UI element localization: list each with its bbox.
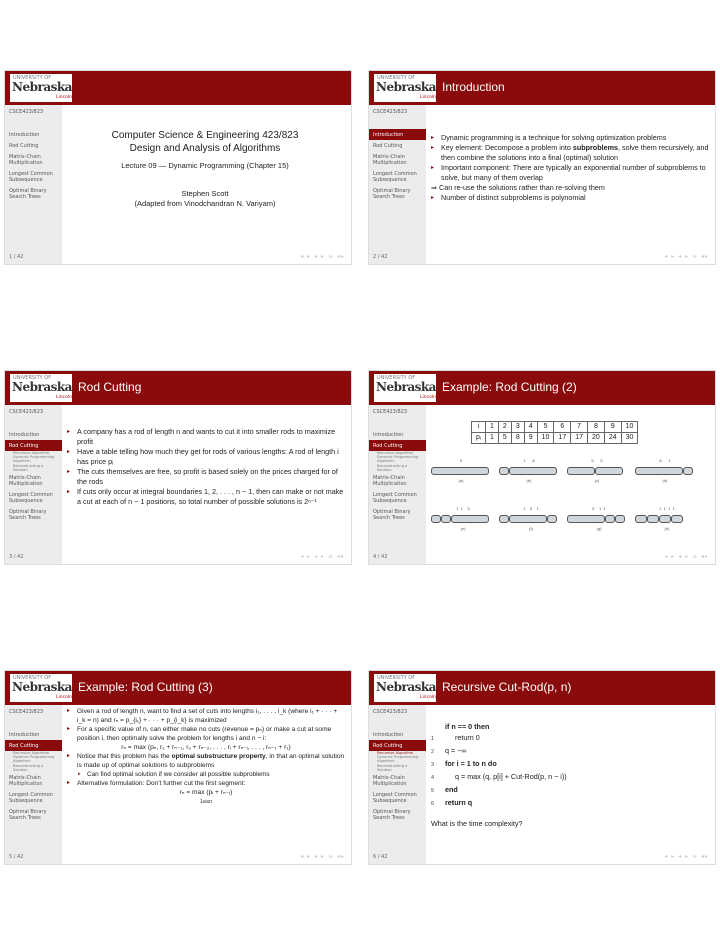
unl-logo: UNIVERSITY OF Nebraska Lincoln	[376, 375, 436, 400]
sidebar	[5, 105, 62, 264]
beamer-nav-icons[interactable]: ◂ ▸ ◂ ▸ ≡ ◂▸	[664, 553, 709, 560]
beamer-nav-icons[interactable]: ◂ ▸ ◂ ▸ ≡ ◂▸	[300, 553, 345, 560]
sidebar-item-lcs[interactable]: Longest Common Subsequence	[9, 792, 53, 805]
sidebar-item-introduction[interactable]: Introduction	[9, 732, 40, 738]
sidebar-item-lcs[interactable]: Longest Common Subsequence	[9, 492, 53, 505]
slide-1	[4, 70, 352, 265]
sidebar-item-rod-cutting[interactable]: Rod Cutting	[5, 440, 62, 451]
bullet: ▸ Have a table telling how much they get for rods of various lengths: A rod of length i has price pᵢ	[67, 447, 345, 467]
sidebar-item-matrix-chain[interactable]: Matrix-Chain Multiplication	[373, 475, 407, 488]
sidebar-item-introduction[interactable]: Introduction	[373, 732, 404, 738]
beamer-nav-icons[interactable]: ◂ ▸ ◂ ▸ ≡ ◂▸	[664, 853, 709, 860]
bullet: ▸ A company has a rod of length n and wants to cut it into smaller rods to maximize profit	[67, 427, 345, 447]
unl-logo: UNIVERSITY OF Nebraska Lincoln	[376, 75, 436, 100]
page-number: 6 / 42	[373, 854, 388, 860]
sidebar-item-introduction[interactable]: Introduction	[369, 129, 426, 140]
author: Stephen Scott	[181, 189, 229, 198]
lecture-title: Lecture 09 — Dynamic Programming (Chapter 15)	[121, 161, 289, 170]
sidebar: CSCE423/823 Introduction Rod Cutting Recursive Algorithm Dynamic Programming Algorithm Reconstructing a Solution Matrix-Chain Multiplication Longest Common Subsequence Optimal Binary Search Trees 5 / 42	[5, 705, 62, 864]
sidebar-course: CSCE423/823	[9, 109, 44, 115]
question: What is the time complexity?	[431, 819, 523, 828]
unl-logo: UNIVERSITY OF Nebraska Lincoln	[12, 675, 72, 700]
page-number: 5 / 42	[9, 854, 24, 860]
bullet: ▸ Number of distinct subproblems is polynomial	[431, 193, 709, 203]
slide-title: Example: Rod Cutting (2)	[442, 380, 577, 394]
bullet: ▸ Dynamic programming is a technique for solving optimization problems	[431, 133, 709, 143]
sidebar: CSCE423/823 Introduction Rod Cutting Recursive Algorithm Dynamic Programming Algorithm Reconstructing a Solution Matrix-Chain Multiplication Longest Common Subsequence Optimal Binary Search Trees 6 / 42	[369, 705, 426, 864]
sidebar-item-obst[interactable]: Optimal Binary Search Trees	[373, 188, 411, 200]
slide-header	[5, 671, 351, 705]
slide-2	[368, 70, 716, 265]
rod-piece	[431, 467, 489, 475]
sidebar-item-matrix-chain[interactable]: Matrix-Chain Multiplication	[373, 154, 407, 166]
recurrence-eq: rₙ = max (pₙ, r₁ + rₙ₋₁, r₂ + rₙ₋₂, . . . , rᵢ + rₙ₋ᵢ, . . . , rₙ₋₁ + r₁)	[121, 744, 291, 751]
sidebar-item-rod-cutting[interactable]: Rod Cutting	[373, 143, 403, 149]
course-title-2: Design and Analysis of Algorithms	[129, 143, 281, 154]
slide-3	[4, 370, 352, 565]
sidebar-item-rod-cutting[interactable]: Rod Cutting	[9, 143, 39, 149]
slide-header	[5, 71, 351, 105]
bullet: ▸ Important component: There are typically an exponential number of subproblems to solve, but many of them overlap	[431, 163, 709, 183]
sub-bullet: ▸ Can find optimal solution if we consider all possible subproblems	[67, 770, 345, 779]
course-title-1: Computer Science & Engineering 423/823	[111, 130, 299, 141]
sidebar-item-introduction[interactable]: Introduction	[9, 432, 40, 438]
bullet: ▸ Key element: Decompose a problem into subproblems, solve them recursively, and then combine the solutions into a final (optimal) solution	[431, 143, 709, 163]
sidebar-item-introduction[interactable]: Introduction	[9, 132, 40, 138]
slide-header	[5, 371, 351, 405]
rod-cut-figure: 9 (a) 1 8 (b) 5 5 (c) 8 1 (d) 1 1 5 (e) 1 5 1 (f) 5 1 1 (g) 1 1 1 1 (h)	[431, 456, 709, 556]
page-number: 4 / 42	[373, 554, 388, 560]
sidebar-item-obst[interactable]: Optimal Binary Search Trees	[373, 509, 411, 522]
slide-4	[368, 370, 716, 565]
page-number: 3 / 42	[9, 554, 24, 560]
implication: ⇒ Can re-use the solutions rather than re-solving them	[431, 183, 605, 192]
page-number: 1 / 42	[9, 254, 24, 260]
bullet: ▸ For a specific value of n, can either make no cuts (revenue = pₙ) or make a cut at some position i, then optimally solve the problem for lengths i and n − i:	[67, 725, 345, 743]
sidebar-item-matrix-chain[interactable]: Matrix-Chain Multiplication	[9, 775, 43, 788]
sidebar-item-lcs[interactable]: Longest Common Subsequence	[373, 792, 417, 805]
bullet: ▸ If cuts only occur at integral boundaries 1, 2, . . . , n − 1, then can make or not make a cut at each of n − 1 positions, so total number of possible solutions is 2ⁿ⁻¹	[67, 487, 345, 507]
slide-title: Example: Rod Cutting (3)	[78, 680, 213, 694]
unl-logo: UNIVERSITY OF Nebraska Lincoln	[12, 375, 72, 400]
unl-logo: UNIVERSITY OF Nebraska Lincoln	[12, 75, 72, 100]
sidebar: CSCE423/823 Introduction Rod Cutting Recursive Algorithm Dynamic Programming Algorithm Reconstructing a Solution Matrix-Chain Multiplication Longest Common Subsequence Optimal Binary Search Trees 3 / 42	[5, 405, 62, 564]
sidebar-item-matrix-chain[interactable]: Matrix-Chain Multiplication	[9, 475, 43, 488]
slide-title: Introduction	[442, 80, 505, 94]
sidebar-item-matrix-chain[interactable]: Matrix-Chain Multiplication	[9, 154, 43, 166]
sidebar-item-lcs[interactable]: Longest Common Subsequence	[373, 171, 417, 183]
price-table: i 1 2 3 4 5 6 7 8 9 10 pᵢ 1 5 8 9 10 17 17 20 24 30	[471, 421, 638, 444]
slide-title: Recursive Cut-Rod(p, n)	[442, 680, 572, 694]
slide-header	[369, 371, 715, 405]
sidebar-item-obst[interactable]: Optimal Binary Search Trees	[9, 509, 47, 522]
beamer-nav-icons[interactable]: ◂ ▸ ◂ ▸ ≡ ◂▸	[300, 253, 345, 260]
beamer-nav-icons[interactable]: ◂ ▸ ◂ ▸ ≡ ◂▸	[300, 853, 345, 860]
sidebar-item-rod-cutting[interactable]: Rod Cutting	[369, 740, 426, 751]
sidebar-item-lcs[interactable]: Longest Common Subsequence	[9, 171, 53, 183]
alt-recurrence-eq: rₙ = max (pᵢ + rₙ₋ᵢ) 1≤i≤n	[179, 789, 233, 805]
page-number: 2 / 42	[373, 254, 388, 260]
slide-5	[4, 670, 352, 865]
sidebar-item-introduction[interactable]: Introduction	[373, 432, 404, 438]
sidebar-item-rod-cutting[interactable]: Rod Cutting	[369, 440, 426, 451]
slide-header	[369, 71, 715, 105]
sidebar-item-obst[interactable]: Optimal Binary Search Trees	[9, 809, 47, 822]
sidebar-item-obst[interactable]: Optimal Binary Search Trees	[373, 809, 411, 822]
beamer-nav-icons[interactable]: ◂ ▸ ◂ ▸ ≡ ◂▸	[664, 253, 709, 260]
slide-header	[369, 671, 715, 705]
sidebar-item-rod-cutting[interactable]: Rod Cutting	[5, 740, 62, 751]
sidebar-item-lcs[interactable]: Longest Common Subsequence	[373, 492, 417, 505]
bullet: ▸ Given a rod of length n, want to find a set of cuts into lengths i₁, . . . , i_k (where i₁ + · · · + i_k = n) and rₙ = p_{i₁} + · · · + p_{i_k} is maximized	[67, 707, 345, 725]
bullet: ▸ The cuts themselves are free, so profit is based solely on the prices charged for of the rods	[67, 467, 345, 487]
unl-logo: UNIVERSITY OF Nebraska Lincoln	[376, 675, 436, 700]
sidebar-item-matrix-chain[interactable]: Matrix-Chain Multiplication	[373, 775, 407, 788]
slide-6	[368, 670, 716, 865]
slide-title: Rod Cutting	[78, 380, 142, 394]
sidebar-item-obst[interactable]: Optimal Binary Search Trees	[9, 188, 47, 200]
sidebar: CSCE423/823 Introduction Rod Cutting Matrix-Chain Multiplication Longest Common Subsequence Optimal Binary Search Trees 2 / 42	[369, 105, 426, 264]
adapted-note: (Adapted from Vinodchandran N. Variyam)	[134, 199, 276, 208]
bullet: ▸ Alternative formulation: Don't further cut the first segment:	[67, 779, 345, 788]
cut-rod-algorithm: if n == 0 then 1 return 0 2 q = −∞ 3 for i = 1 to n do 4 q = max (q, p[i] + Cut-Rod(p, n − i)) 5 end 6 return q What is the time complexity?	[431, 721, 709, 850]
bullet: ▸ Notice that this problem has the optimal substructure property, in that an optimal solution is made up of optimal solutions to subproblems	[67, 752, 345, 770]
sidebar: CSCE423/823 Introduction Rod Cutting Recursive Algorithm Dynamic Programming Algorithm Reconstructing a Solution Matrix-Chain Multiplication Longest Common Subsequence Optimal Binary Search Trees 4 / 42	[369, 405, 426, 564]
